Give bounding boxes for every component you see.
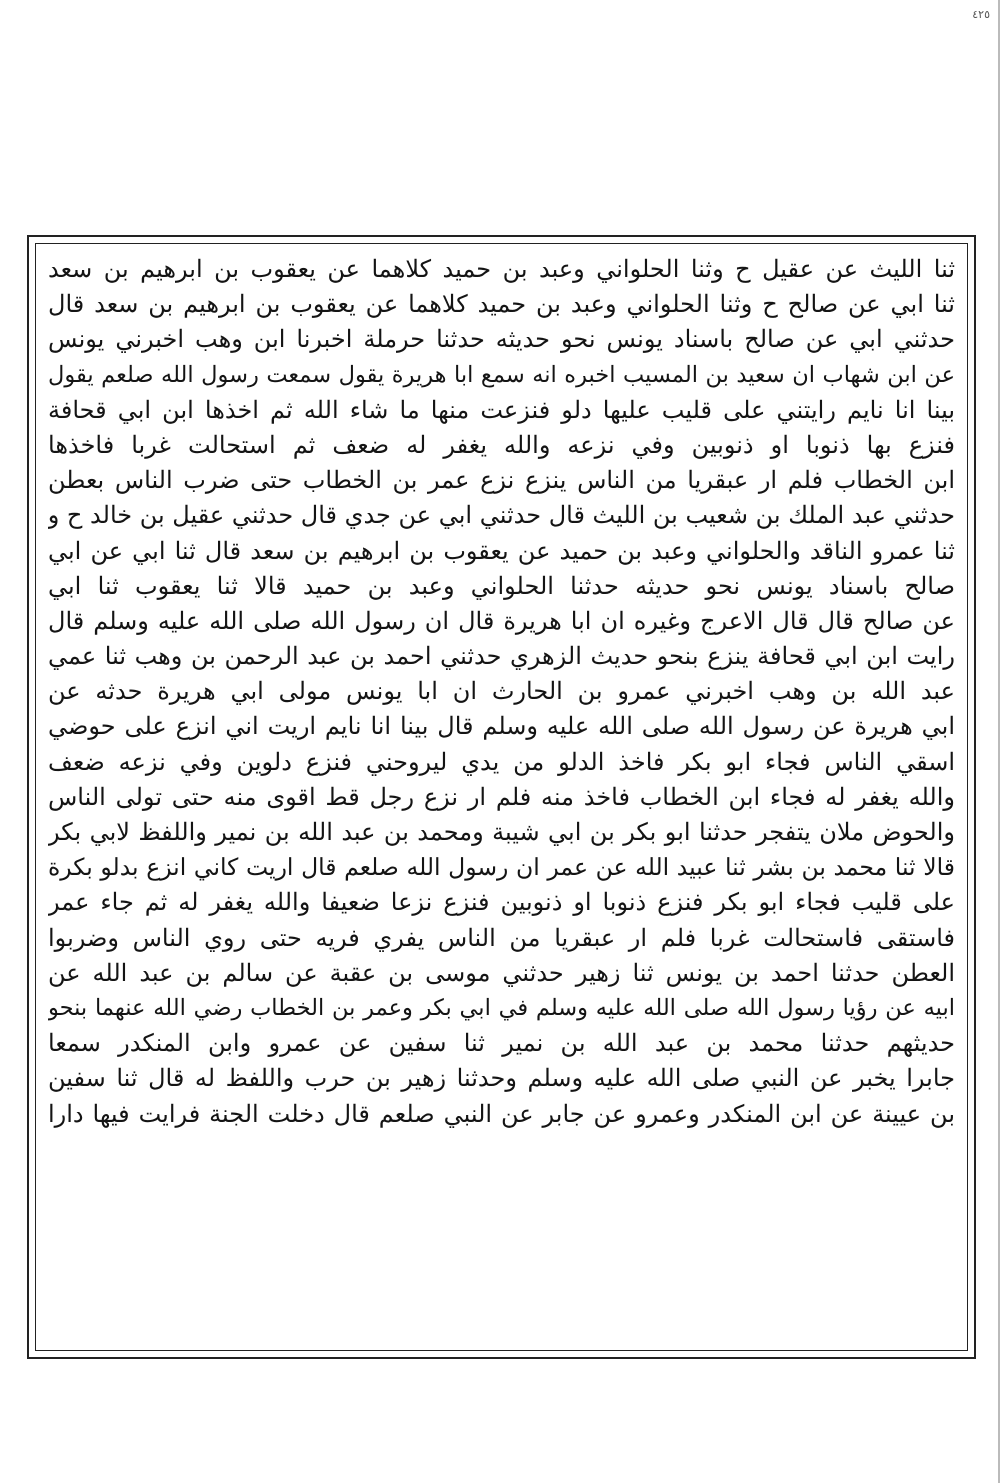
text-line-2: ثنا ابي عن صالح ح وثنا الحلواني وعبد بن حميد كلاهما عن يعقوب بن ابرهيم بن سعد قال bbox=[48, 290, 955, 319]
text-line-10: صالح باسناد يونس نحو حديثه حدثنا الحلواني وعبد بن حميد قالا ثنا يعقوب ثنا ابي bbox=[48, 571, 955, 600]
text-line-21: العطن حدثنا احمد بن يونس ثنا زهير حدثني موسى بن عقبة عن سالم بن عبد الله عن bbox=[48, 958, 955, 987]
text-line-22: ابيه عن رؤيا رسول الله صلى الله عليه وسلم في ابي بكر وعمر بن الخطاب رضي الله عنهما بنحو bbox=[48, 994, 955, 1021]
text-line-4: عن ابن شهاب ان سعيد بن المسيب اخبره انه سمع ابا هريرة يقول سمعت رسول الله صلعم يقول bbox=[48, 361, 955, 388]
text-line-6: فنزع بها ذنوبا او ذنوبين وفي نزعه والله يغفر له ضعف ثم استحالت غربا فاخذها bbox=[48, 430, 955, 459]
text-line-14: ابي هريرة عن رسول الله صلى الله عليه وسلم قال بينا انا نايم اريت اني انزع على حوضي bbox=[48, 712, 955, 741]
text-line-9: ثنا عمرو الناقد والحلواني وعبد بن حميد عن يعقوب بن ابرهيم بن سعد قال ثنا ابي عن ابي bbox=[48, 536, 955, 565]
text-line-16: والله يغفر له فجاء ابن الخطاب فاخذ منه فلم ار نزع رجل قط اقوى منه حتى تولى الناس bbox=[48, 782, 955, 811]
text-line-15: اسقي الناس فجاء ابو بكر فاخذ الدلو من يدي ليروحني فنزع دلوين وفي نزعه ضعف bbox=[48, 747, 955, 776]
text-line-8: حدثني عبد الملك بن شعيب بن الليث قال حدثني ابي عن جدي قال حدثني عقيل بن خالد ح و bbox=[48, 501, 955, 530]
text-line-18: قالا ثنا محمد بن بشر ثنا عبيد الله عن عمر ان رسول الله صلعم قال اريت كاني انزع بدلو بكرة bbox=[48, 853, 955, 882]
text-line-17: والحوض ملان يتفجر حدثنا ابو بكر بن ابي شيبة ومحمد بن عبد الله بن نمير واللفظ لابي بكر bbox=[48, 818, 955, 846]
text-line-20: فاستقى فاستحالت غربا فلم ار عبقريا من الناس يفري فريه حتى روي الناس وضربوا bbox=[48, 923, 955, 952]
text-line-24: جابرا يخبر عن النبي صلى الله عليه وسلم وحدثنا زهير بن حرب واللفظ له قال ثنا سفين bbox=[48, 1064, 955, 1093]
folio-number: ٤٢٥ bbox=[972, 8, 990, 21]
text-line-19: على قليب فجاء ابو بكر فنزع ذنوبا او ذنوبين فنزع نزعا ضعيفا والله يغفر له ثم جاء عمر bbox=[48, 888, 955, 917]
text-line-7: ابن الخطاب فلم ار عبقريا من الناس ينزع نزع عمر بن الخطاب حتى ضرب الناس بعطن bbox=[48, 466, 955, 495]
text-line-23: حديثهم حدثنا محمد بن عبد الله بن نمير ثنا سفين عن عمرو وابن المنكدر سمعا bbox=[48, 1029, 955, 1058]
text-line-12: رايت ابن ابي قحافة ينزع بنحو حديث الزهري حدثني احمد بن عبد الرحمن بن وهب ثنا عمي bbox=[48, 642, 955, 671]
text-line-5: بينا انا نايم رايتني على قليب عليها دلو فنزعت منها ما شاء الله ثم اخذها ابن ابي قحافة bbox=[48, 395, 955, 424]
text-line-3: حدثني ابي عن صالح باسناد يونس نحو حديثه حدثنا حرملة اخبرنا ابن وهب اخبرني يونس bbox=[48, 325, 955, 354]
manuscript-text-block bbox=[48, 252, 955, 1344]
text-line-11: عن صالح قال قال الاعرج وغيره ان ابا هريرة قال ان رسول الله صلى الله عليه وسلم قال bbox=[48, 606, 955, 635]
text-line-1: ثنا الليث عن عقيل ح وثنا الحلواني وعبد بن حميد كلاهما عن يعقوب بن ابرهيم بن سعد bbox=[48, 255, 955, 283]
text-line-13: عبد الله بن وهب اخبرني عمرو بن الحارث ان ابا يونس مولى ابي هريرة حدثه عن bbox=[48, 677, 955, 706]
text-line-25: بن عيينة عن ابن المنكدر وعمرو عن جابر عن النبي صلعم قال دخلت الجنة فرايت فيها دارا bbox=[48, 1099, 955, 1128]
